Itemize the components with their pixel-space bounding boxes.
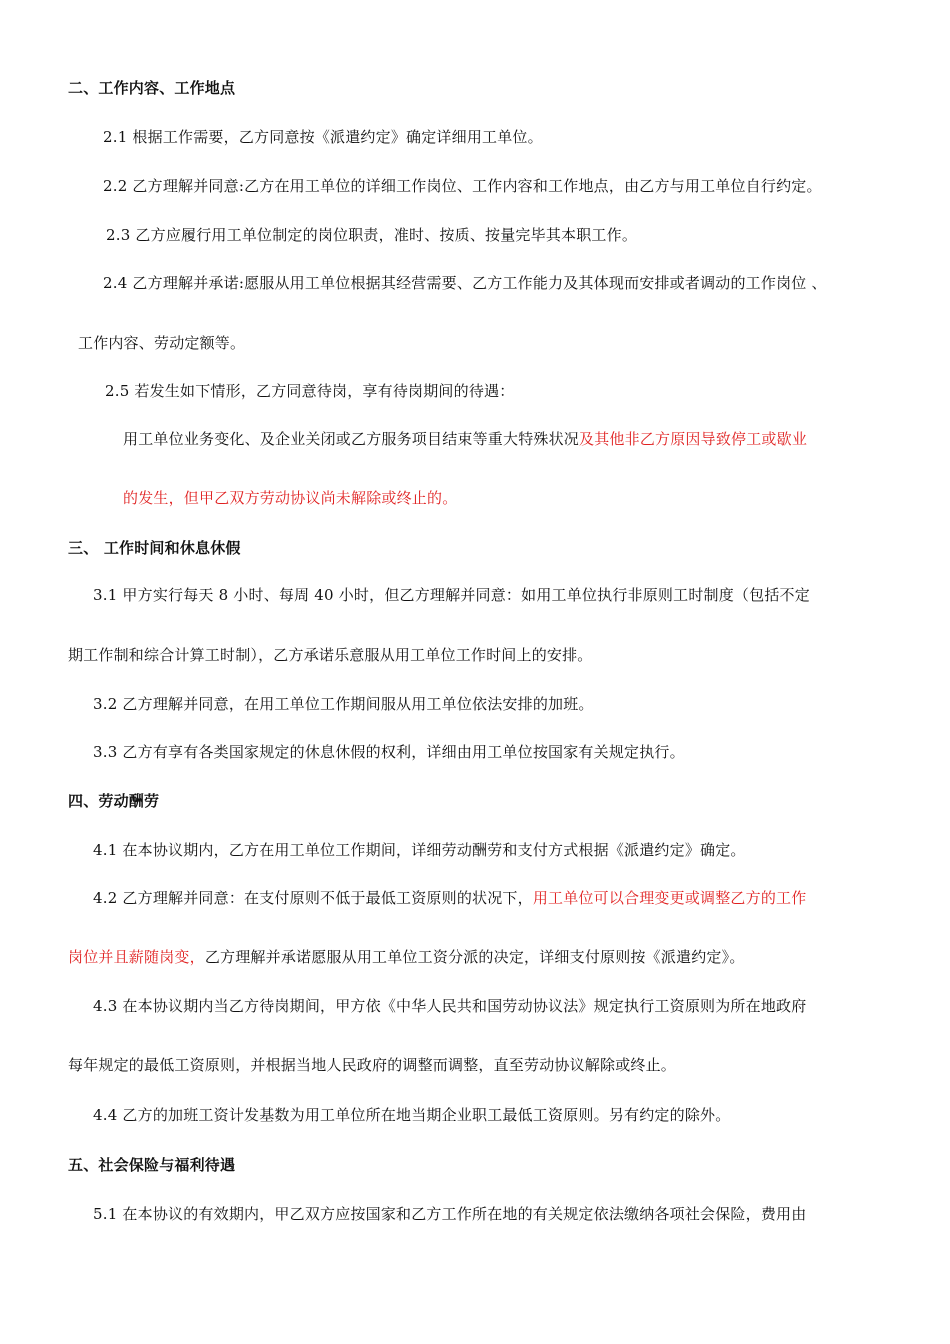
clause-5-1-line-1: 5.1 在本协议的有效期内，甲乙双方应按国家和乙方工作所在地的有关规定依法缴纳各项社会保险，费用由	[93, 1205, 807, 1223]
section-heading-4: 四、劳动酬劳	[68, 792, 160, 810]
clause-4-4: 4.4 乙方的加班工资计发基数为用工单位所在地当期企业职工最低工资原则。另有约定的除外。	[93, 1106, 731, 1124]
clause-3-1-line-1: 3.1 甲方实行每天 8 小时、每周 40 小时，但乙方理解并同意：如用工单位执行非原则工时制度（包括不定	[93, 586, 810, 604]
clause-2-3: 2.3 乙方应履行用工单位制定的岗位职责，准时、按质、按量完毕其本职工作。	[106, 226, 638, 244]
clause-2-1: 2.1 根据工作需要，乙方同意按《派遣约定》确定详细用工单位。	[103, 128, 543, 146]
clause-4-2-line-2	[68, 947, 745, 967]
clause-4-2-text-2: 乙方理解并承诺愿服从用工单位工资分派的决定，详细支付原则按《派遣约定》。	[204, 948, 745, 966]
clause-4-2-highlight-text: 用工单位可以合理变更或调整乙方的工作	[532, 889, 807, 907]
clause-4-2-line-1	[93, 888, 806, 908]
clause-4-2-text: 4.2 乙方理解并同意：在支付原则不低于最低工资原则的状况下，	[93, 889, 533, 907]
clause-3-3: 3.3 乙方有享有各类国家规定的休息休假的权利，详细由用工单位按国家有关规定执行。	[93, 743, 685, 761]
clause-2-5-detail-line-1	[123, 429, 807, 449]
clause-3-1-line-2: 期工作制和综合计算工时制），乙方承诺乐意服从用工单位工作时间上的安排。	[68, 646, 593, 664]
section-heading-5: 五、社会保险与福利待遇	[68, 1156, 236, 1174]
clause-2-5-detail-text: 用工单位业务变化、及企业关闭或乙方服务项目结束等重大特殊状况	[123, 430, 580, 448]
clause-2-2: 2.2 乙方理解并同意:乙方在用工单位的详细工作岗位、工作内容和工作地点，由乙方与用工单位自行约定。	[103, 177, 822, 195]
clause-2-4-line-1: 2.4 乙方理解并承诺:愿服从用工单位根据其经营需要、乙方工作能力及其体现而安排或者调动的工作岗位 、	[103, 274, 827, 292]
section-heading-2: 二、工作内容、工作地点	[68, 79, 236, 97]
clause-4-1: 4.1 在本协议期内，乙方在用工单位工作期间，详细劳动酬劳和支付方式根据《派遣约定》确定。	[93, 841, 746, 859]
clause-2-4-line-2: 工作内容、劳动定额等。	[78, 334, 246, 352]
clause-4-3-line-2: 每年规定的最低工资原则，并根据当地人民政府的调整而调整，直至劳动协议解除或终止。	[68, 1056, 677, 1074]
clause-4-2-highlight-text-2: 岗位并且薪随岗变，	[68, 948, 205, 966]
clause-2-5: 2.5 若发生如下情形，乙方同意待岗，享有待岗期间的待遇：	[105, 382, 515, 400]
clause-2-5-detail-line-2: 的发生，但甲乙双方劳动协议尚未解除或终止的。	[123, 489, 458, 507]
clause-3-2: 3.2 乙方理解并同意，在用工单位工作期间服从用工单位依法安排的加班。	[93, 695, 594, 713]
clause-2-5-highlight-text: 及其他非乙方原因导致停工或歇业	[579, 430, 808, 448]
clause-4-3-line-1: 4.3 在本协议期内当乙方待岗期间，甲方依《中华人民共和国劳动协议法》规定执行工资原则为所在地政府	[93, 997, 807, 1015]
section-heading-3: 三、 工作时间和休息休假	[68, 539, 241, 557]
